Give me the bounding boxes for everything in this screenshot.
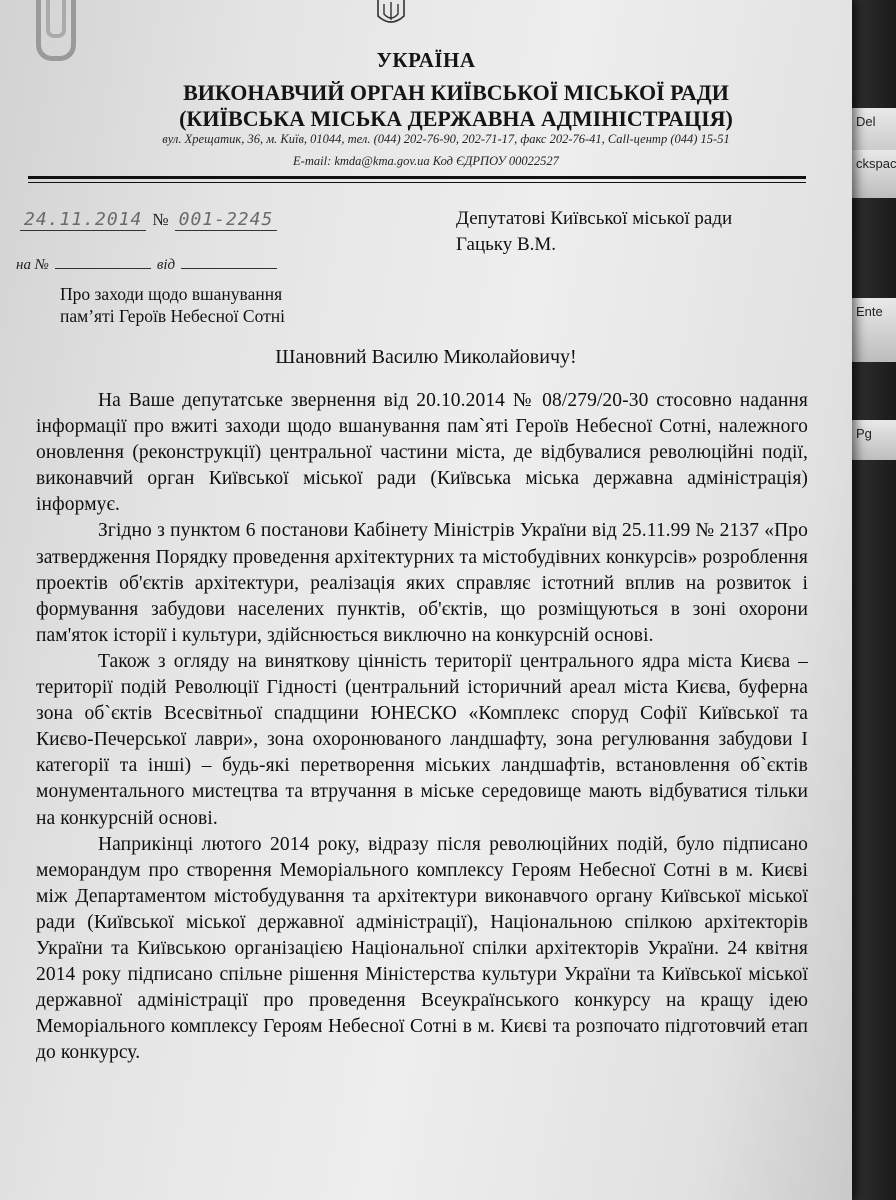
organization-subheading: (КИЇВСЬКА МІСЬКА ДЕРЖАВНА АДМІНІСТРАЦІЯ) — [179, 106, 733, 131]
registration-number-label: № — [152, 210, 169, 229]
body-paragraph: Наприкінці лютого 2014 року, відразу після революційних подій, було підписано меморандум про створення Меморіального комплексу Героям Небесної Сотні в м. Києві між Департаментом містобудування та архітектури виконавчого органу Київської міської ради (Київської міської державної адміністрації), Національною спілкою архітекторів України та Київською організацією Національної спілки архітекторів України. 24 квітня 2014 року підписано спільне рішення Міністерства культури України та Київської міської державної адміністрації про проведення Всеукраїнського конкурсу на кращу ідею Меморіального комплексу Героям Небесної Сотні в м. Києві та розпочато підготовчий етап до конкурсу. — [36, 833, 808, 1064]
letter-body — [36, 388, 808, 1066]
recipient-name: Гацьку В.М. — [456, 234, 557, 255]
subject-line: Про заходи щодо вшанування — [60, 284, 283, 304]
contact-line: E-mail: kmda@kma.gov.ua Код ЄДРПОУ 00022527 — [293, 154, 559, 168]
keyboard-key-enter: Ente — [848, 298, 896, 362]
registration-number: 001-2245 — [175, 209, 278, 231]
registration-stamp — [20, 208, 277, 231]
address-line: вул. Хрещатик, 36, м. Київ, 01044, тел. (044) 202-76-90, 202-71-17, факс 202-76-41, Call-центр (044) 15-51 — [162, 132, 730, 146]
body-paragraph: Також з огляду на виняткову цінність території центрального ядра міста Києва – території подій Революції Гідності (центральний історичний ареал міста Києва, буферна зона об`єктів Всесвітньої спадщини ЮНЕСКО «Комплекс споруд Софії Київської та Києво-Печерської лаври», зона охоронюваного ландшафту, зона регулювання забудови І категорії та інші) – будь-які перетворення міських ландшафтів, встановлення об`єктів монументального мистецтва та втручання в міське середовище мають відбуватися тільки на конкурсній основі. — [36, 650, 808, 829]
reference-date-label: від — [156, 257, 176, 273]
subject-line-continued: пам’яті Героїв Небесної Сотні — [60, 306, 285, 326]
keyboard-key-delete: Del — [848, 108, 896, 172]
keyboard-key-pgdn: Pg — [848, 420, 896, 460]
registration-date: 24.11.2014 — [20, 209, 146, 231]
paper-clip-inner — [46, 0, 66, 38]
reference-number-label: на № — [16, 257, 49, 273]
body-paragraph: На Ваше депутатське звернення від 20.10.2014 № 08/279/20-30 стосовно надання інформації про вжиті заходи щодо вшанування пам`яті Героїв Небесної Сотні, належного оновлення (реконструкції) центральної частини міста, де відбувалися революційні події, виконавчий орган Київської міської ради (Київська міська державна адміністрація) інформує. — [36, 390, 808, 516]
keyboard-key-backspace: ckspac — [848, 150, 896, 198]
organization-heading: ВИКОНАВЧИЙ ОРГАН КИЇВСЬКОЇ МІСЬКОЇ РАДИ — [183, 80, 729, 105]
country-heading: УКРАЇНА — [376, 48, 476, 72]
trident-emblem-icon — [374, 0, 408, 28]
reference-number-blank — [55, 256, 151, 269]
header-rule-thick — [28, 176, 806, 179]
header-rule-thin — [28, 182, 806, 183]
body-paragraph: Згідно з пунктом 6 постанови Кабінету Міністрів України від 25.11.99 № 2137 «Про затвердження Порядку проведення архітектурних та містобудівних конкурсів» розроблення проектів об'єктів архітектури, реалізація яких справляє істотний вплив на розвиток і формування забудови населених пунктів, об'єктів, що розміщуються в зоні охорони пам'яток історії і культури, здійснюється виключно на конкурсній основі. — [36, 520, 808, 646]
reference-date-blank — [181, 256, 277, 269]
salutation: Шановний Василю Миколайовичу! — [275, 346, 577, 368]
recipient-title: Депутатові Київської міської ради — [456, 208, 733, 229]
reference-line — [16, 256, 283, 274]
